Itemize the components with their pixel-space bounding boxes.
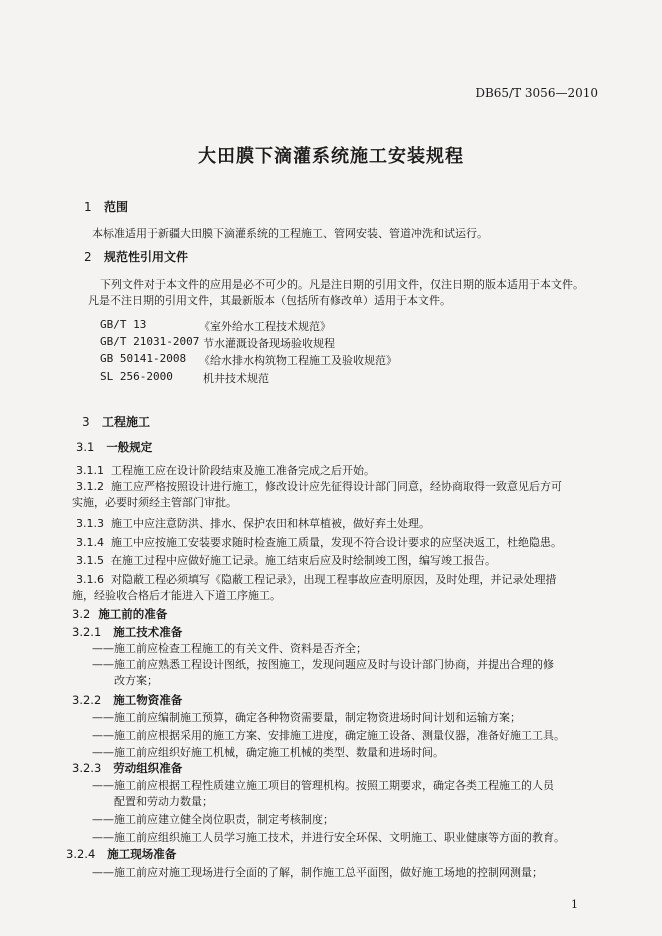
clause-3-1-4: 3.1.4 施工中应按施工安装要求随时检查施工质量，发现不符合设计要求的应坚决返工，杜绝隐患。 xyxy=(76,536,562,549)
ref-code: GB 50141-2008 xyxy=(100,352,187,365)
list-item: ——施工前应熟悉工程设计图纸，按图施工，发现问题应及时与设计部门协商，并提出合理的修 xyxy=(92,658,554,671)
ref-name: 《室外给水工程技术规范》 xyxy=(199,320,331,333)
section-3-2-1-heading: 3.2.1 施工技术准备 xyxy=(72,625,183,639)
section-3-2-heading: 3.2 施工前的准备 xyxy=(72,607,168,621)
clause-3-1-3: 3.1.3 施工中应注意防洪、排水、保护农田和林草植被，做好弃土处理。 xyxy=(76,517,430,530)
list-item-continuation: 配置和劳动力数量； xyxy=(114,795,213,808)
standard-number: DB65/T 3056—2010 xyxy=(475,86,598,100)
section-3-2-3-heading: 3.2.3 劳动组织准备 xyxy=(72,761,183,775)
ref-code: GB/T 21031-2007 xyxy=(100,335,200,348)
section-3-2-4-heading: 3.2.4 施工现场准备 xyxy=(66,847,177,861)
clause-3-1-1: 3.1.1 工程施工应在设计阶段结束及施工准备完成之后开始。 xyxy=(76,464,375,477)
clause-3-1-5: 3.1.5 在施工过程中应做好施工记录。施工结束后应及时绘制竣工图，编写竣工报告。 xyxy=(76,554,496,567)
list-item: ——施工前应根据采用的施工方案、安排施工进度，确定施工设备、测量仪器，准备好施工工具。 xyxy=(92,729,565,742)
list-item: ——施工前应编制施工预算，确定各种物资需要量，制定物资进场时间计划和运输方案； xyxy=(92,711,521,724)
clause-3-1-2-continuation: 实施，必要时须经主管部门审批。 xyxy=(72,496,237,509)
section-3-1-heading: 3.1 一般规定 xyxy=(76,440,153,454)
ref-name: 节水灌溉设备现场验收规程 xyxy=(203,337,335,350)
section-1-text: 本标准适用于新疆大田膜下滴灌系统的工程施工、管网安装、管道冲洗和试运行。 xyxy=(92,227,488,240)
section-3-heading: 3 工程施工 xyxy=(82,415,151,429)
ref-name: 《给水排水构筑物工程施工及验收规范》 xyxy=(199,354,397,367)
list-item: ——施工前应组织好施工机械，确定施工机械的类型、数量和进场时间。 xyxy=(92,746,444,759)
ref-name: 机井技术规范 xyxy=(203,372,269,385)
section-3-2-2-heading: 3.2.2 施工物资准备 xyxy=(72,693,183,707)
page-number: 1 xyxy=(571,898,578,911)
list-item-continuation: 改方案； xyxy=(114,674,158,687)
list-item: ——施工前应根据工程性质建立施工项目的管理机构。按照工期要求，确定各类工程施工的人员 xyxy=(92,779,554,792)
ref-code: GB/T 13 xyxy=(100,318,147,331)
section-2-text-1: 下列文件对于本文件的应用是必不可少的。凡是注日期的引用文件，仅注日期的版本适用于本文件。 xyxy=(100,278,584,291)
ref-code: SL 256-2000 xyxy=(100,370,173,383)
list-item: ——施工前应组织施工人员学习施工技术，并进行安全环保、文明施工、职业健康等方面的教育。 xyxy=(92,831,565,844)
clause-3-1-6-continuation: 施，经验收合格后才能进入下道工序施工。 xyxy=(72,589,281,602)
section-1-heading: 1 范围 xyxy=(84,200,129,214)
clause-3-1-2: 3.1.2 施工应严格按照设计进行施工，修改设计应先征得设计部门同意，经协商取得一致意见后方可 xyxy=(76,480,562,493)
list-item: ——施工前应建立健全岗位职责，制定考核制度； xyxy=(92,813,334,826)
document-title: 大田膜下滴灌系统施工安装规程 xyxy=(198,146,464,167)
list-item: ——施工前应检查工程施工的有关文件、资料是否齐全； xyxy=(92,642,367,655)
list-item: ——施工前应对施工现场进行全面的了解，制作施工总平面图，做好施工场地的控制网测量； xyxy=(92,866,543,879)
clause-3-1-6: 3.1.6 对隐蔽工程必须填写《隐蔽工程记录》，出现工程事故应查明原因，及时处理，并记录处理措 xyxy=(76,573,557,586)
section-2-heading: 2 规范性引用文件 xyxy=(84,250,189,264)
section-2-text-2: 凡是不注日期的引用文件，其最新版本（包括所有修改单）适用于本文件。 xyxy=(88,294,451,307)
